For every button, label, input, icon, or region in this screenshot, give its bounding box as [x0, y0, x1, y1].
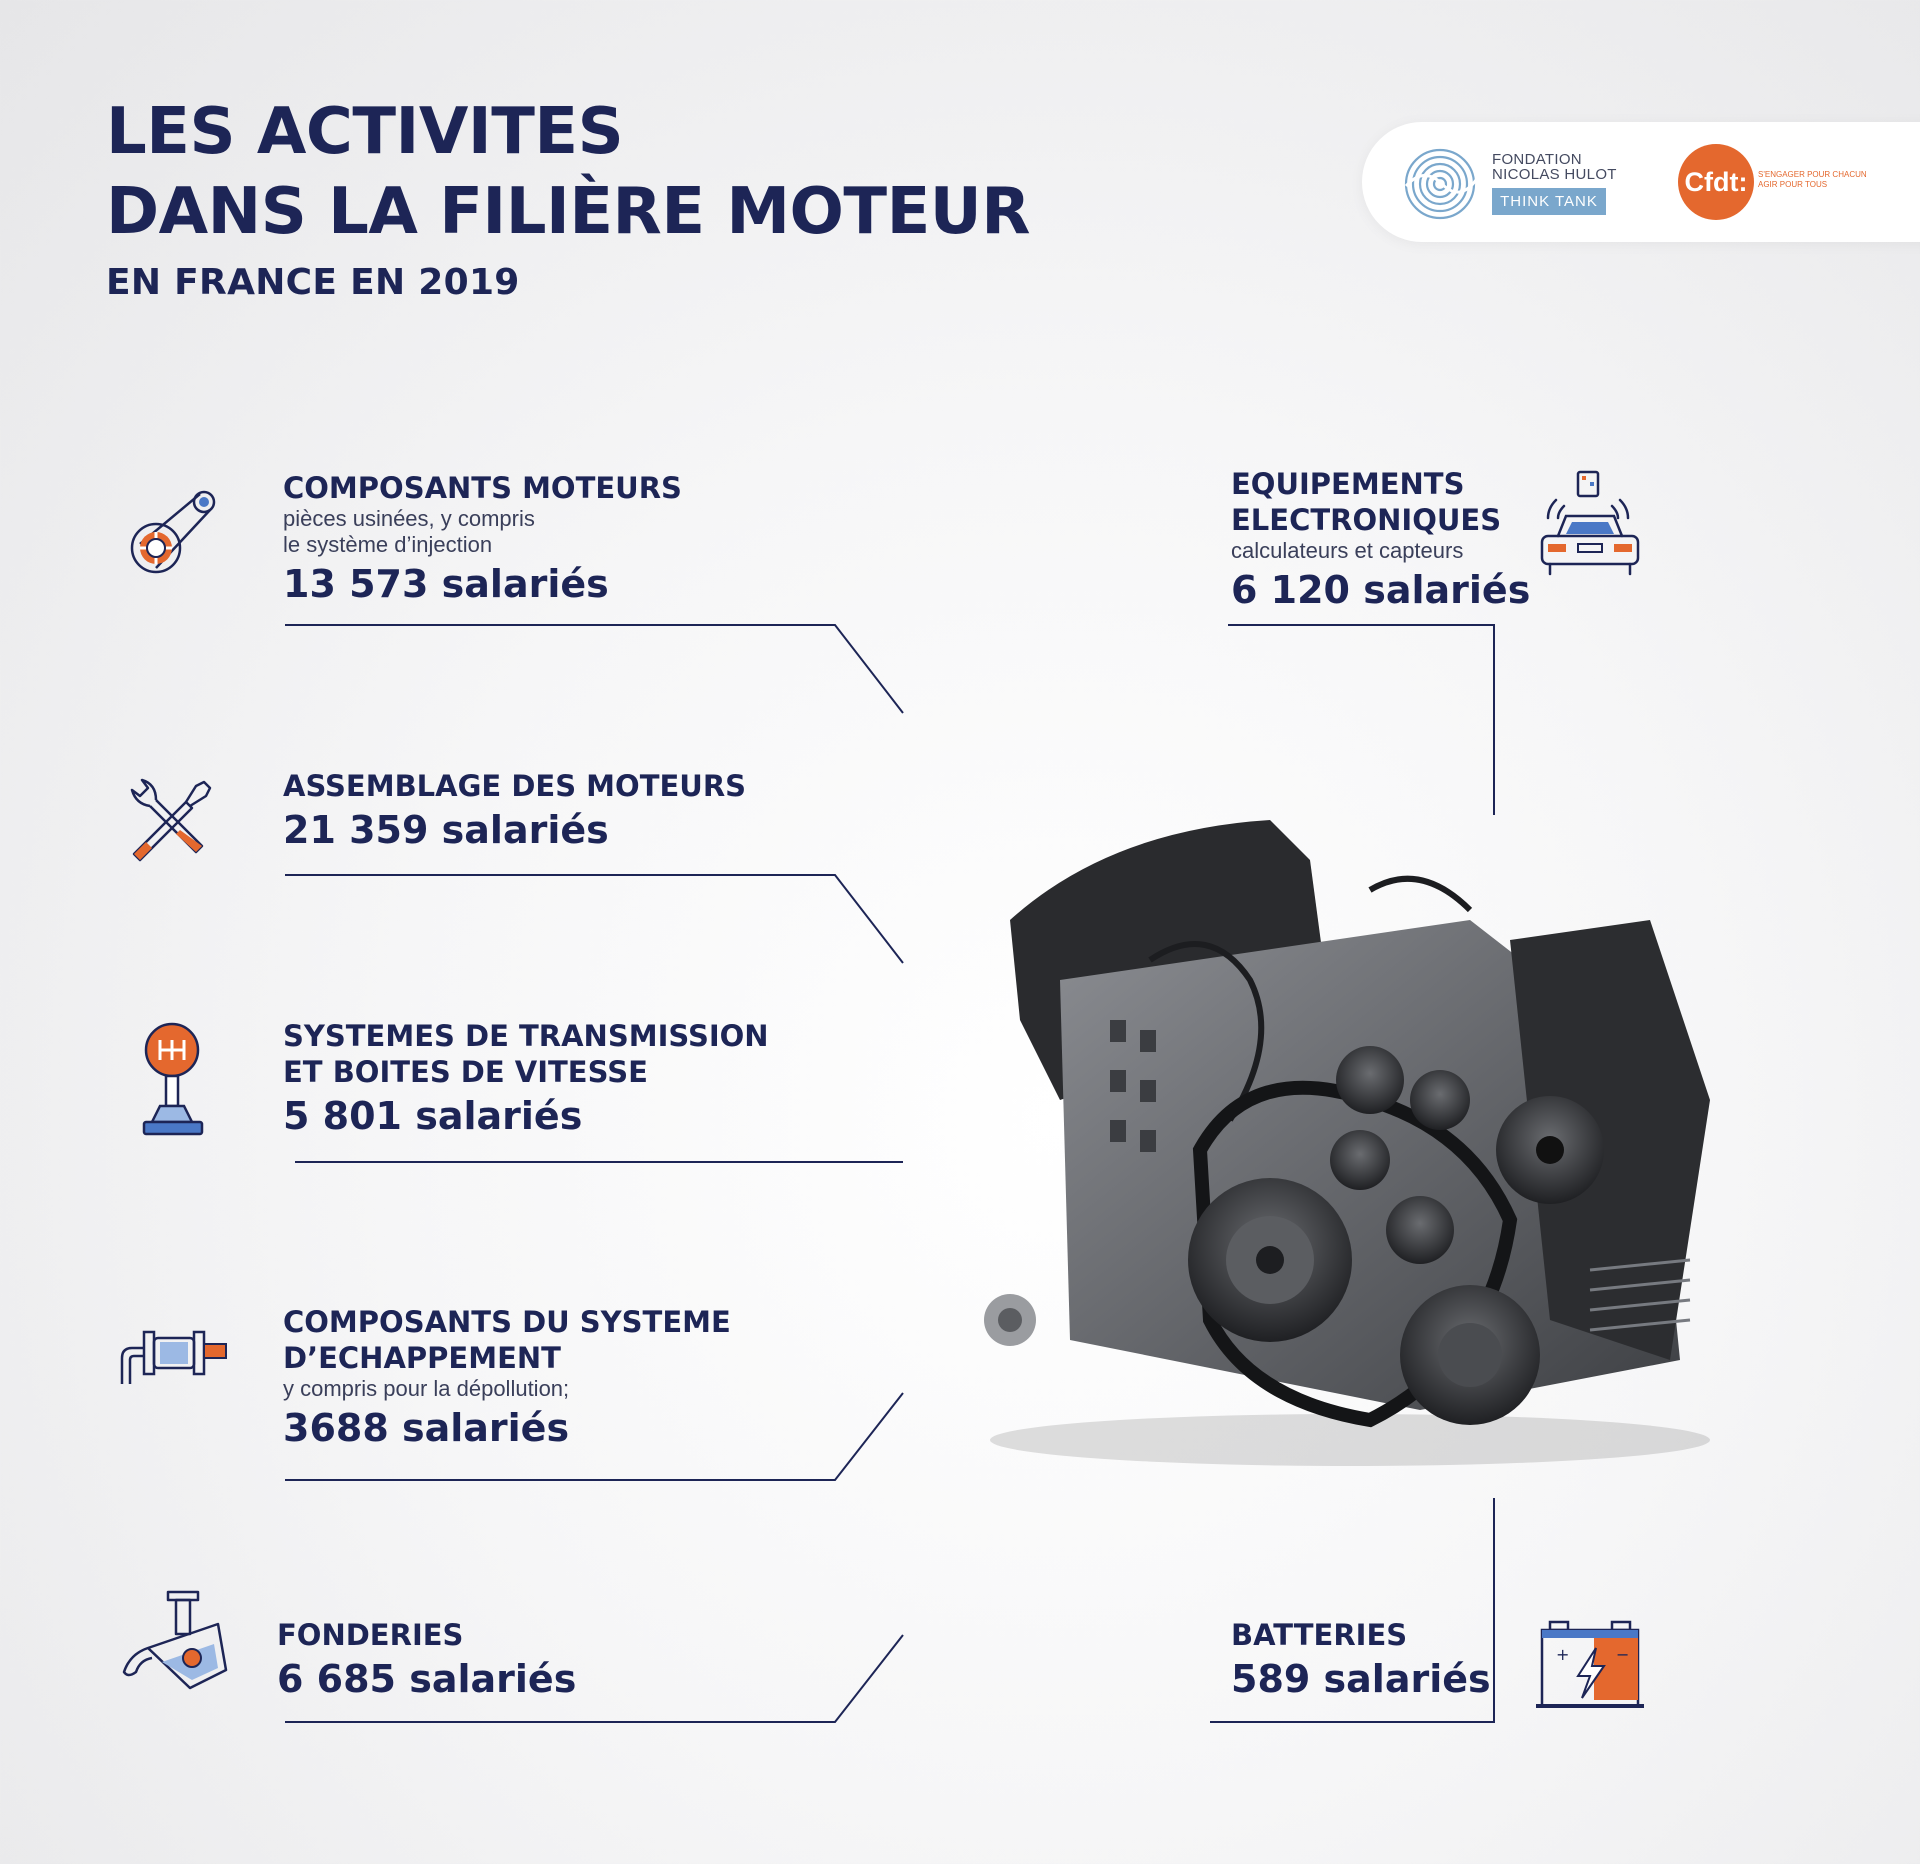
connected-car-icon	[1534, 470, 1646, 580]
activity-title-line-2: D’ECHAPPEMENT	[283, 1341, 561, 1375]
page-title-line-2: DANS LA FILIÈRE MOTEUR	[106, 175, 1031, 249]
activity-composants-moteurs	[283, 470, 682, 608]
activity-employees: 21 359 salariés	[283, 808, 609, 852]
activity-employees: 6 685 salariés	[277, 1657, 577, 1701]
activity-employees: 6 120 salariés	[1231, 568, 1531, 612]
connector-composants-moteurs	[285, 625, 903, 713]
activity-title: ASSEMBLAGE DES MOTEURS	[283, 769, 747, 803]
think-tank-badge: THINK TANK	[1492, 188, 1606, 215]
cfdt-logo: Cfdt:	[1678, 144, 1754, 220]
activity-title-line-1: EQUIPEMENTS	[1231, 467, 1465, 501]
gear-shift-icon	[140, 1022, 210, 1138]
activity-description: calculateurs et capteurs	[1231, 538, 1464, 563]
page-title-line-1: LES ACTIVITES	[106, 95, 624, 169]
activity-fonderies	[277, 1617, 576, 1703]
connector-electroniques	[1228, 625, 1494, 815]
activity-description: y compris pour la dépollution;	[283, 1376, 570, 1401]
activity-title-line-2: ET BOITES DE VITESSE	[283, 1055, 648, 1089]
engine-belt-icon	[126, 482, 224, 580]
activity-employees: 5 801 salariés	[283, 1094, 583, 1138]
activity-description-line-1: pièces usinées, y compris	[283, 506, 535, 531]
activity-title-line-2: ELECTRONIQUES	[1231, 503, 1502, 537]
activity-title-line-1: COMPOSANTS DU SYSTEME	[283, 1305, 731, 1339]
activity-description-line-2: le système d’injection	[283, 532, 493, 557]
foundry-crucible-icon	[118, 1588, 230, 1694]
activity-title: BATTERIES	[1231, 1618, 1408, 1652]
activity-electroniques	[1231, 466, 1530, 614]
battery-icon	[1534, 1620, 1646, 1712]
fondation-name-line-2: NICOLAS HULOT	[1492, 166, 1617, 183]
engine-illustration	[950, 800, 1730, 1480]
activity-employees: 589 salariés	[1231, 1657, 1491, 1701]
activity-echappement	[283, 1304, 731, 1452]
svg-text:+: +	[1556, 1645, 1570, 1664]
activity-transmission	[283, 1018, 769, 1140]
exhaust-pipe-icon	[118, 1318, 230, 1388]
cfdt-tagline-line-2: AGIR POUR TOUS	[1758, 180, 1828, 189]
activity-assemblage	[283, 768, 746, 854]
wrench-screwdriver-icon	[126, 774, 220, 868]
activity-title: COMPOSANTS MOTEURS	[283, 471, 682, 505]
activity-batteries	[1231, 1617, 1491, 1703]
connector-assemblage	[285, 875, 903, 963]
activity-employees: 13 573 salariés	[283, 562, 609, 606]
activity-title: FONDERIES	[277, 1618, 464, 1652]
cfdt-tagline-line-1: S'ENGAGER POUR CHACUN	[1758, 170, 1867, 179]
fondation-name-line-1: FONDATION	[1492, 151, 1582, 168]
activity-title-line-1: SYSTEMES DE TRANSMISSION	[283, 1019, 769, 1053]
svg-text:−: −	[1616, 1645, 1630, 1664]
page-subtitle: EN FRANCE EN 2019	[106, 262, 520, 303]
activity-employees: 3688 salariés	[283, 1406, 570, 1450]
